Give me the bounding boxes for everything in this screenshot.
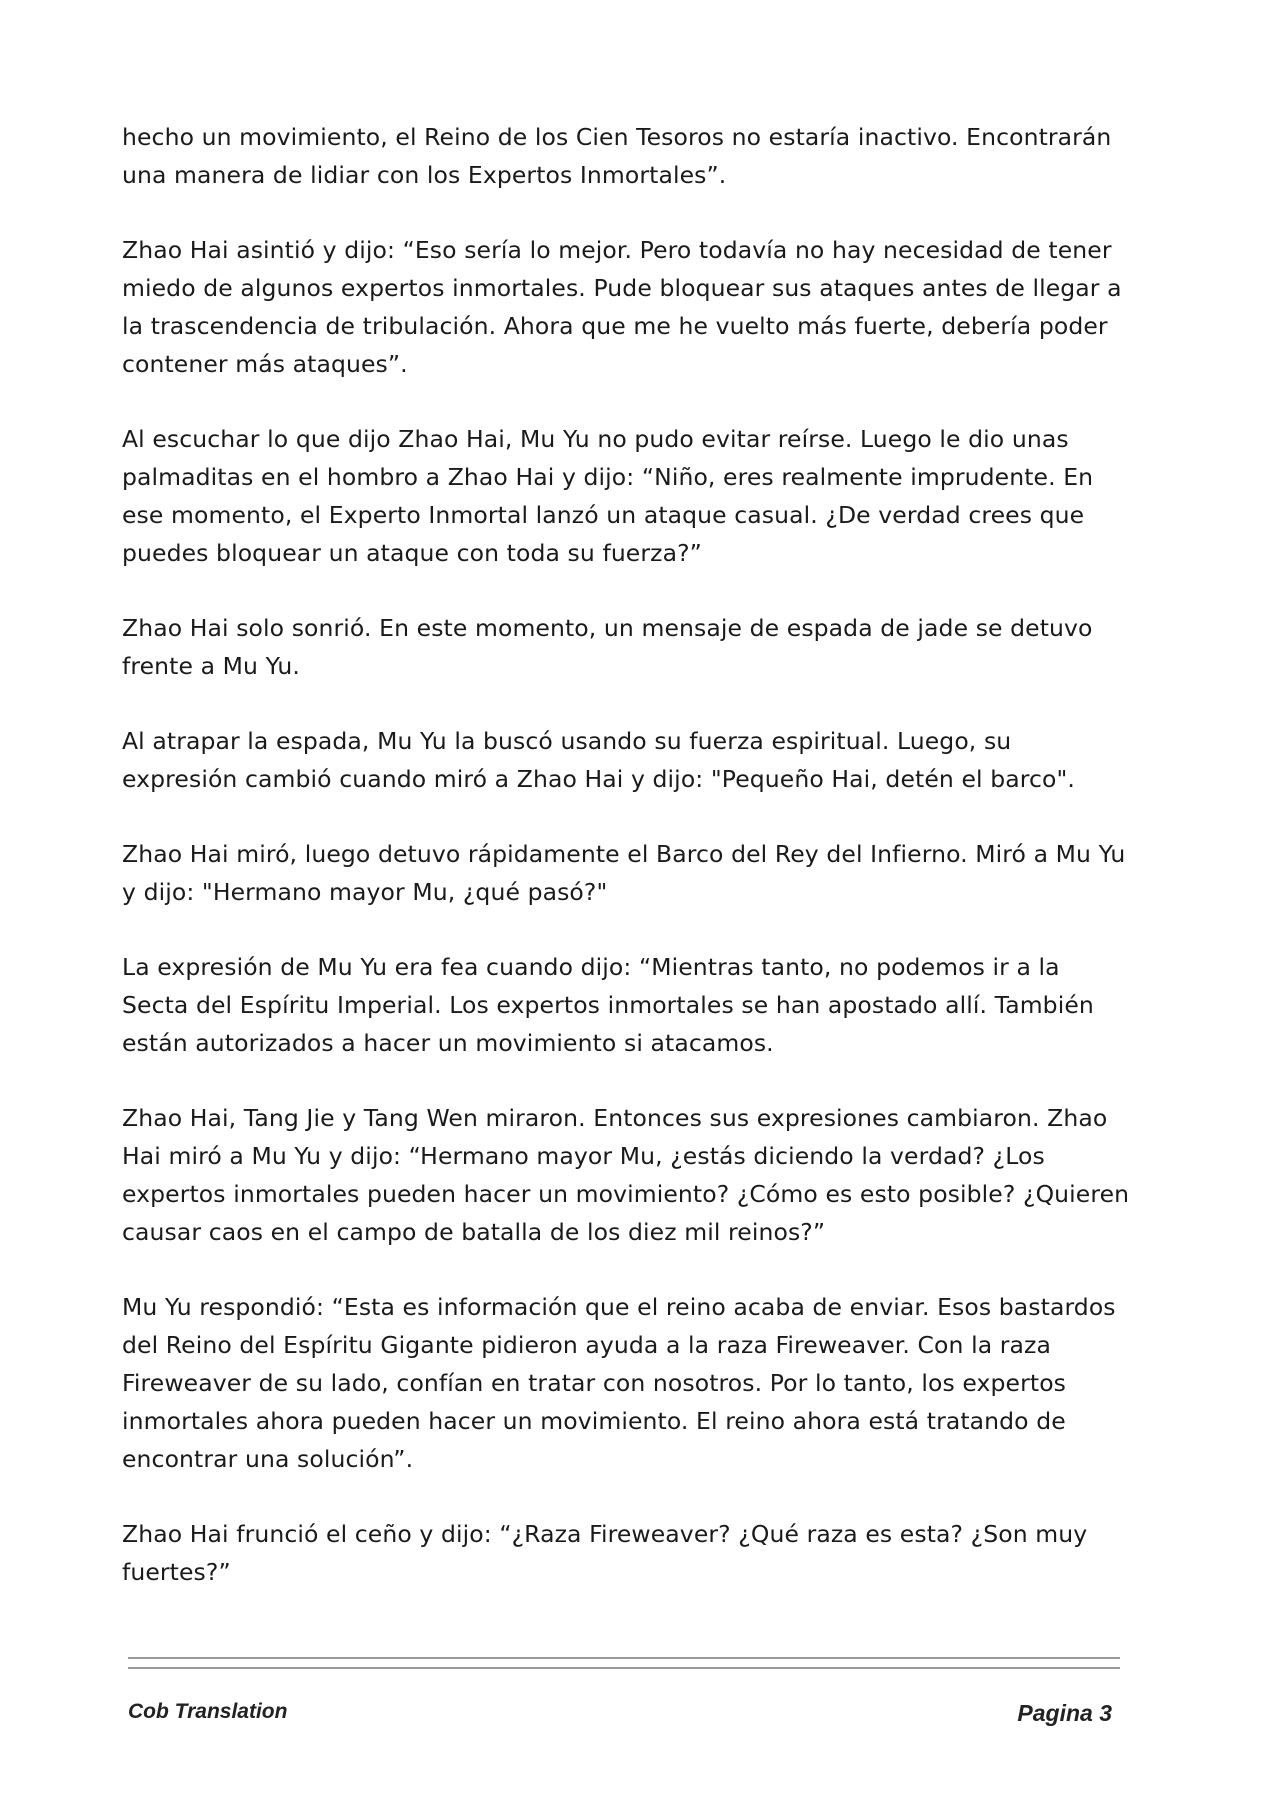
paragraph: hecho un movimiento, el Reino de los Cien Tesoros no estaría inactivo. Encontrarán una manera de lidiar con los Expertos Inmortales”.	[122, 123, 1112, 189]
paragraph: Zhao Hai, Tang Jie y Tang Wen miraron. Entonces sus expresiones cambiaron. Zhao Hai miró a Mu Yu y dijo: “Hermano mayor Mu, ¿estás diciendo la verdad? ¿Los expertos inmortales pueden hacer un movimiento? ¿Cómo es esto posible? ¿Quieren causar caos en el campo de batalla de los diez mil reinos?”	[122, 1104, 1130, 1246]
paragraph: Zhao Hai solo sonrió. En este momento, un mensaje de espada de jade se detuvo frente a Mu Yu.	[122, 614, 1093, 680]
paragraph: Zhao Hai frunció el ceño y dijo: “¿Raza Fireweaver? ¿Qué raza es esta? ¿Son muy fuertes?”	[122, 1520, 1088, 1586]
document-body	[122, 118, 1132, 1628]
paragraph: Al escuchar lo que dijo Zhao Hai, Mu Yu no pudo evitar reírse. Luego le dio unas palmaditas en el hombro a Zhao Hai y dijo: “Niño, eres realmente imprudente. En ese momento, el Experto Inmortal lanzó un ataque casual. ¿De verdad crees que puedes bloquear un ataque con toda su fuerza?”	[122, 425, 1094, 567]
footer-page-number: Pagina 3	[1017, 1700, 1112, 1726]
paragraph: La expresión de Mu Yu era fea cuando dijo: “Mientras tanto, no podemos ir a la Secta del Espíritu Imperial. Los expertos inmortales se han apostado allí. También están autorizados a hacer un movimiento si atacamos.	[122, 953, 1094, 1057]
footer-divider-top	[128, 1657, 1120, 1659]
paragraph: Al atrapar la espada, Mu Yu la buscó usando su fuerza espiritual. Luego, su expresión cambió cuando miró a Zhao Hai y dijo: "Pequeño Hai, detén el barco".	[122, 727, 1075, 793]
paragraph: Mu Yu respondió: “Esta es información que el reino acaba de enviar. Esos bastardos del Reino del Espíritu Gigante pidieron ayuda a la raza Fireweaver. Con la raza Fireweaver de su lado, confían en tratar con nosotros. Por lo tanto, los expertos inmortales ahora pueden hacer un movimiento. El reino ahora está tratando de encontrar una solución”.	[122, 1293, 1116, 1473]
paragraph: Zhao Hai asintió y dijo: “Eso sería lo mejor. Pero todavía no hay necesidad de tener miedo de algunos expertos inmortales. Pude bloquear sus ataques antes de llegar a la trascendencia de tribulación. Ahora que me he vuelto más fuerte, debería poder contener más ataques”.	[122, 236, 1122, 378]
footer-divider-bottom	[128, 1667, 1120, 1669]
paragraph: Zhao Hai miró, luego detuvo rápidamente el Barco del Rey del Infierno. Miró a Mu Yu y dijo: "Hermano mayor Mu, ¿qué pasó?"	[122, 840, 1126, 906]
footer-translator-credit: Cob Translation	[128, 1700, 288, 1723]
